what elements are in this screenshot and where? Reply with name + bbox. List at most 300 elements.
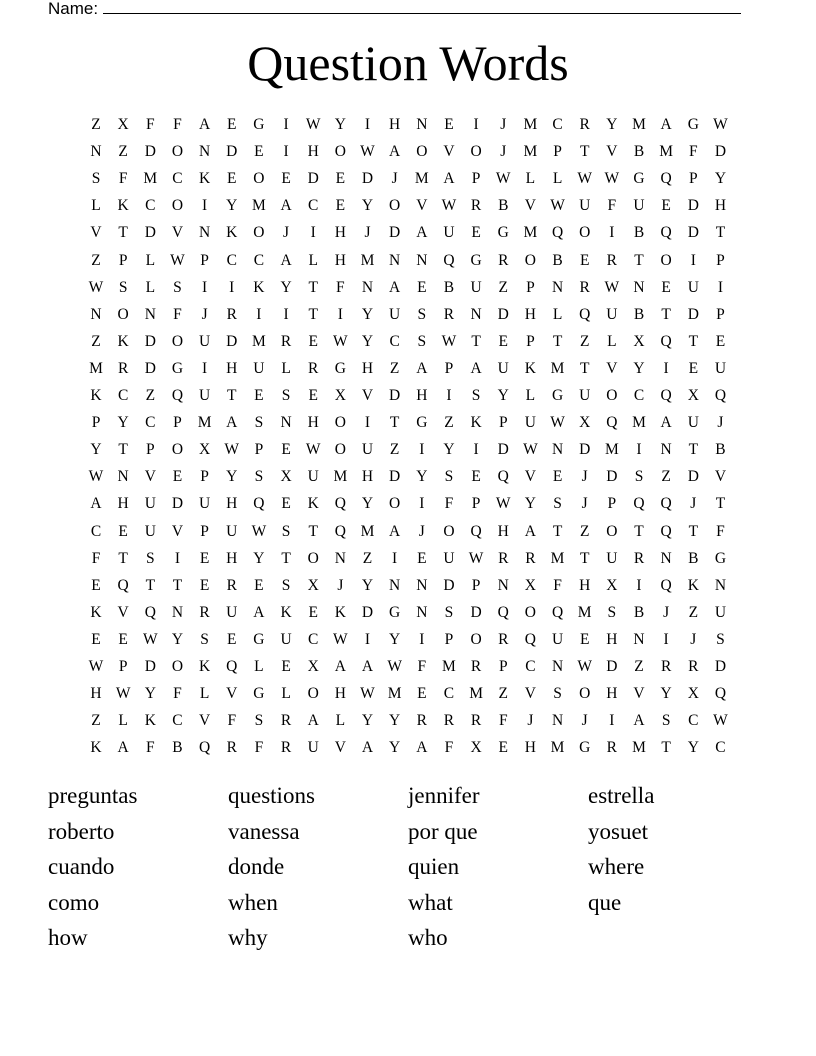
grid-letter: R: [280, 712, 292, 730]
grid-letter: W: [523, 441, 538, 459]
grid-letter: I: [419, 441, 425, 459]
grid-letter: U: [579, 387, 591, 404]
word-list-item: jennifer: [408, 783, 480, 808]
grid-letter: I: [663, 630, 669, 648]
word-list-item: que: [588, 889, 622, 915]
grid-letter: T: [552, 522, 563, 540]
grid-letter: Y: [497, 387, 509, 404]
word-list: [48, 778, 768, 956]
grid-letter: Q: [171, 387, 184, 404]
grid-letter: R: [470, 197, 482, 215]
grid-letter: E: [199, 549, 210, 567]
grid-letter: E: [715, 332, 726, 350]
grid-letter: K: [253, 278, 265, 296]
grid-letter: P: [526, 332, 535, 350]
grid-letter: U: [144, 522, 156, 540]
grid-letter: O: [171, 441, 184, 459]
grid-letter: Y: [226, 468, 238, 486]
grid-letter: E: [417, 685, 427, 703]
grid-letter: E: [335, 170, 346, 188]
grid-letter: I: [202, 278, 208, 296]
grid-letter: X: [307, 658, 319, 675]
grid-letter: O: [524, 603, 536, 621]
grid-letter: X: [687, 685, 699, 703]
grid-letter: E: [281, 658, 291, 675]
grid-letter: A: [470, 359, 482, 377]
grid-letter: R: [470, 658, 482, 675]
grid-letter: D: [307, 170, 319, 188]
grid-letter: P: [471, 170, 481, 188]
grid-letter: A: [443, 170, 455, 188]
grid-letter: H: [226, 359, 238, 377]
grid-letter: G: [171, 359, 184, 377]
grid-letter: J: [418, 522, 425, 540]
grid-letter: D: [687, 224, 699, 242]
word-list-item: estrella: [588, 783, 655, 808]
grid-letter: C: [172, 712, 183, 730]
grid-letter: R: [498, 251, 509, 269]
grid-letter: J: [581, 712, 588, 730]
grid-letter: V: [524, 685, 536, 703]
grid-letter: Y: [389, 630, 401, 648]
word-list-item: cuando: [48, 854, 115, 879]
grid-letter: N: [551, 658, 564, 675]
grid-letter: P: [444, 630, 454, 648]
grid-letter: C: [688, 712, 699, 730]
grid-letter: U: [198, 495, 211, 513]
grid-letter: N: [144, 305, 156, 323]
grid-letter: W: [604, 170, 620, 188]
grid-letter: Q: [633, 495, 645, 513]
word-list-item: questions: [228, 783, 315, 808]
grid-letter: U: [307, 468, 319, 486]
grid-letter: U: [714, 359, 727, 377]
grid-letter: Q: [524, 630, 536, 648]
grid-letter: H: [307, 414, 319, 432]
grid-letter: P: [145, 441, 155, 459]
grid-letter: H: [524, 739, 536, 757]
page-title: Question Words: [247, 35, 569, 91]
grid-letter: E: [118, 630, 128, 648]
grid-letter: T: [579, 359, 590, 377]
grid-letter: V: [90, 224, 102, 242]
grid-letter: K: [226, 224, 238, 242]
grid-letter: X: [524, 576, 536, 594]
grid-letter: I: [283, 143, 289, 161]
grid-letter: F: [145, 739, 155, 757]
grid-letter: Y: [361, 712, 374, 730]
grid-letter: F: [417, 658, 427, 675]
grid-letter: A: [416, 224, 428, 242]
grid-letter: I: [310, 224, 316, 242]
grid-letter: E: [661, 278, 671, 296]
grid-letter: T: [579, 143, 590, 161]
grid-letter: Q: [714, 387, 727, 404]
grid-letter: I: [636, 441, 642, 459]
grid-letter: K: [144, 712, 156, 730]
grid-letter: H: [416, 387, 428, 404]
grid-letter: Z: [389, 441, 400, 459]
grid-letter: L: [281, 359, 291, 377]
grid-letter: P: [607, 495, 617, 513]
grid-letter: W: [713, 116, 728, 133]
grid-letter: E: [254, 576, 264, 594]
grid-letter: A: [361, 739, 374, 757]
grid-letter: V: [361, 387, 374, 404]
grid-letter: R: [226, 739, 237, 757]
grid-letter: M: [550, 549, 565, 567]
grid-letter: C: [117, 387, 129, 404]
grid-letter: X: [470, 739, 482, 757]
grid-letter: E: [498, 739, 508, 757]
grid-letter: K: [90, 603, 102, 621]
grid-letter: A: [280, 197, 292, 215]
grid-letter: U: [198, 332, 211, 350]
grid-letter: N: [334, 549, 346, 567]
grid-letter: E: [579, 251, 590, 269]
grid-letter: S: [281, 387, 291, 404]
grid-letter: L: [91, 197, 101, 215]
grid-letter: H: [334, 251, 346, 269]
grid-letter: O: [307, 549, 319, 567]
grid-letter: R: [498, 630, 509, 648]
grid-letter: Q: [660, 170, 672, 188]
grid-letter: S: [200, 630, 209, 648]
grid-letter: V: [416, 197, 428, 215]
grid-letter: W: [88, 658, 104, 675]
grid-letter: S: [716, 630, 725, 648]
grid-letter: Q: [470, 522, 482, 540]
grid-letter: T: [389, 414, 400, 432]
grid-letter: N: [551, 712, 564, 730]
grid-letter: I: [202, 197, 208, 215]
grid-letter: J: [283, 224, 290, 242]
grid-letter: L: [281, 685, 291, 703]
grid-letter: N: [90, 143, 102, 161]
grid-letter: R: [525, 549, 536, 567]
grid-letter: M: [523, 143, 538, 161]
grid-letter: Q: [714, 685, 727, 703]
word-list-item: quien: [408, 854, 460, 879]
grid-letter: Z: [91, 712, 101, 730]
grid-letter: A: [524, 522, 536, 540]
grid-letter: E: [227, 630, 237, 648]
grid-letter: K: [307, 495, 319, 513]
word-list-item: como: [48, 889, 100, 915]
grid-letter: P: [716, 305, 725, 323]
grid-letter: F: [444, 739, 454, 757]
grid-letter: F: [254, 739, 264, 757]
grid-letter: E: [254, 387, 264, 404]
grid-letter: P: [526, 278, 535, 296]
grid-letter: K: [524, 359, 536, 377]
grid-letter: P: [471, 576, 481, 594]
grid-letter: O: [253, 170, 265, 188]
grid-letter: C: [389, 332, 400, 350]
grid-letter: G: [253, 116, 265, 133]
grid-letter: M: [89, 359, 103, 377]
grid-letter: O: [171, 658, 184, 675]
grid-letter: I: [636, 576, 642, 594]
grid-letter: Y: [524, 495, 536, 513]
grid-letter: L: [525, 387, 536, 404]
grid-letter: A: [117, 739, 129, 757]
grid-letter: G: [687, 116, 699, 133]
grid-letter: M: [251, 197, 266, 215]
grid-letter: T: [308, 278, 318, 296]
grid-letter: L: [552, 170, 563, 188]
grid-letter: S: [417, 305, 427, 323]
grid-letter: L: [145, 251, 156, 269]
grid-letter: Q: [660, 224, 672, 242]
grid-letter: J: [201, 305, 208, 323]
grid-letter: N: [198, 224, 211, 242]
grid-letter: C: [172, 170, 183, 188]
grid-letter: L: [552, 305, 563, 323]
grid-letter: Q: [551, 224, 564, 242]
grid-letter: C: [552, 116, 563, 133]
grid-letter: S: [173, 278, 182, 296]
grid-letter: H: [606, 630, 618, 648]
word-list-item: where: [588, 854, 645, 879]
grid-letter: C: [633, 387, 645, 404]
grid-letter: I: [337, 305, 343, 323]
grid-letter: D: [389, 387, 401, 404]
grid-letter: Y: [361, 332, 374, 350]
grid-letter: J: [391, 170, 398, 188]
grid-letter: P: [254, 441, 264, 459]
grid-letter: U: [470, 278, 482, 296]
grid-letter: E: [471, 224, 481, 242]
grid-letter: N: [389, 576, 401, 594]
grid-letter: T: [118, 549, 128, 567]
grid-letter: I: [609, 224, 615, 242]
grid-letter: U: [144, 495, 156, 513]
grid-letter: T: [715, 224, 726, 242]
grid-letter: Z: [91, 251, 101, 269]
grid-letter: V: [334, 739, 346, 757]
grid-letter: O: [524, 251, 536, 269]
grid-letter: J: [663, 603, 670, 621]
grid-letter: U: [226, 522, 238, 540]
grid-letter: M: [632, 116, 646, 133]
grid-letter: A: [226, 414, 238, 432]
grid-letter: Q: [660, 522, 672, 540]
grid-letter: O: [606, 522, 618, 540]
grid-letter: T: [552, 332, 563, 350]
grid-letter: S: [634, 468, 644, 486]
grid-letter: W: [441, 197, 457, 215]
grid-letter: H: [226, 495, 238, 513]
grid-letter: D: [361, 603, 374, 621]
grid-letter: I: [717, 278, 724, 296]
grid-letter: Z: [498, 278, 508, 296]
grid-letter: K: [90, 387, 102, 404]
grid-letter: C: [145, 197, 156, 215]
grid-letter: W: [468, 549, 484, 567]
grid-letter: K: [90, 739, 102, 757]
grid-letter: W: [333, 630, 348, 648]
grid-letter: M: [523, 116, 538, 133]
grid-letter: E: [417, 549, 427, 567]
grid-letter: G: [497, 224, 509, 242]
grid-letter: B: [633, 603, 645, 621]
grid-letter: X: [280, 468, 292, 486]
grid-letter: A: [416, 359, 428, 377]
grid-letter: T: [688, 332, 699, 350]
grid-letter: T: [281, 549, 291, 567]
grid-letter: J: [500, 143, 507, 161]
grid-letter: B: [172, 739, 183, 757]
grid-letter: Y: [416, 468, 428, 486]
grid-letter: D: [497, 441, 509, 459]
grid-letter: Q: [144, 603, 156, 621]
grid-letter: W: [360, 685, 375, 703]
grid-letter: L: [254, 658, 264, 675]
grid-letter: U: [606, 305, 618, 323]
grid-letter: E: [417, 278, 427, 296]
grid-letter: A: [389, 278, 401, 296]
grid-letter: L: [199, 685, 210, 703]
grid-letter: M: [632, 414, 646, 432]
grid-letter: S: [281, 576, 291, 594]
grid-letter: O: [253, 224, 265, 242]
grid-letter: S: [553, 495, 562, 513]
grid-letter: F: [498, 712, 508, 730]
grid-letter: G: [389, 603, 401, 621]
grid-letter: N: [551, 441, 564, 459]
grid-letter: G: [334, 359, 346, 377]
grid-letter: Q: [660, 576, 672, 594]
grid-letter: L: [607, 332, 617, 350]
grid-letter: Q: [579, 305, 591, 323]
grid-letter: F: [688, 143, 698, 161]
grid-letter: H: [389, 116, 401, 133]
grid-letter: T: [118, 441, 128, 459]
grid-letter: U: [226, 603, 238, 621]
grid-letter: E: [498, 332, 508, 350]
grid-letter: Z: [91, 116, 101, 133]
grid-letter: O: [334, 414, 346, 432]
grid-letter: R: [579, 278, 590, 296]
grid-letter: M: [442, 658, 456, 675]
grid-letter: S: [553, 685, 562, 703]
grid-letter: M: [550, 359, 565, 377]
grid-letter: N: [416, 116, 428, 133]
grid-letter: V: [714, 468, 727, 486]
grid-letter: D: [226, 143, 238, 161]
grid-letter: T: [688, 522, 699, 540]
grid-letter: D: [144, 359, 156, 377]
grid-letter: L: [118, 712, 128, 730]
grid-letter: M: [414, 170, 429, 188]
grid-letter: J: [690, 495, 697, 513]
grid-letter: E: [308, 603, 318, 621]
grid-letter: K: [198, 658, 211, 675]
grid-letter: Y: [144, 685, 156, 703]
grid-letter: V: [524, 468, 536, 486]
grid-letter: C: [308, 630, 319, 648]
name-field[interactable]: [48, 0, 748, 19]
grid-letter: N: [497, 576, 509, 594]
grid-letter: Y: [280, 278, 292, 296]
grid-letter: D: [714, 658, 727, 675]
grid-letter: W: [170, 251, 185, 269]
grid-letter: B: [552, 251, 563, 269]
grid-letter: D: [389, 468, 401, 486]
grid-letter: I: [174, 549, 181, 567]
grid-letter: N: [117, 468, 129, 486]
grid-letter: I: [364, 414, 371, 432]
grid-letter: Z: [688, 603, 699, 621]
grid-letter: I: [364, 630, 371, 648]
grid-letter: H: [524, 305, 536, 323]
name-underline[interactable]: [103, 0, 741, 14]
grid-letter: Y: [334, 116, 346, 133]
grid-letter: G: [633, 170, 645, 188]
grid-letter: Q: [198, 739, 211, 757]
grid-letter: U: [198, 387, 211, 404]
grid-letter: D: [606, 658, 618, 675]
grid-letter: S: [417, 332, 427, 350]
grid-letter: C: [90, 522, 102, 540]
grid-letter: R: [660, 658, 672, 675]
grid-letter: R: [308, 359, 319, 377]
grid-letter: W: [577, 658, 592, 675]
grid-letter: I: [473, 441, 479, 459]
grid-letter: I: [663, 359, 669, 377]
grid-letter: V: [198, 712, 211, 730]
grid-letter: W: [88, 468, 104, 486]
grid-letter: M: [550, 739, 565, 757]
grid-letter: M: [523, 224, 538, 242]
grid-letter: F: [444, 495, 454, 513]
grid-letter: C: [226, 251, 237, 269]
grid-letter: F: [118, 170, 128, 188]
grid-letter: G: [714, 549, 727, 567]
grid-letter: Q: [334, 522, 346, 540]
grid-letter: N: [90, 305, 102, 323]
grid-letter: P: [200, 251, 209, 269]
grid-letter: Q: [660, 387, 672, 404]
grid-letter: E: [91, 576, 101, 594]
grid-letter: I: [364, 116, 371, 133]
grid-letter: N: [470, 305, 482, 323]
grid-letter: K: [117, 197, 129, 215]
grid-letter: U: [579, 197, 591, 215]
grid-letter: W: [115, 685, 131, 703]
grid-letter: Y: [171, 630, 184, 648]
grid-letter: H: [334, 224, 346, 242]
grid-letter: E: [199, 576, 210, 594]
grid-letter: P: [553, 143, 562, 161]
grid-letter: D: [470, 603, 482, 621]
grid-letter: I: [202, 359, 208, 377]
grid-letter: F: [173, 305, 182, 323]
grid-letter: P: [200, 522, 209, 540]
grid-letter: Y: [687, 739, 699, 757]
grid-letter: V: [606, 143, 618, 161]
grid-letter: E: [471, 468, 481, 486]
grid-letter: K: [198, 170, 211, 188]
grid-letter: W: [441, 332, 457, 350]
grid-letter: O: [171, 197, 184, 215]
grid-letter: E: [688, 359, 699, 377]
grid-letter: A: [334, 658, 346, 675]
grid-letter: D: [144, 658, 156, 675]
grid-letter: P: [118, 251, 128, 269]
grid-letter: J: [527, 712, 534, 730]
